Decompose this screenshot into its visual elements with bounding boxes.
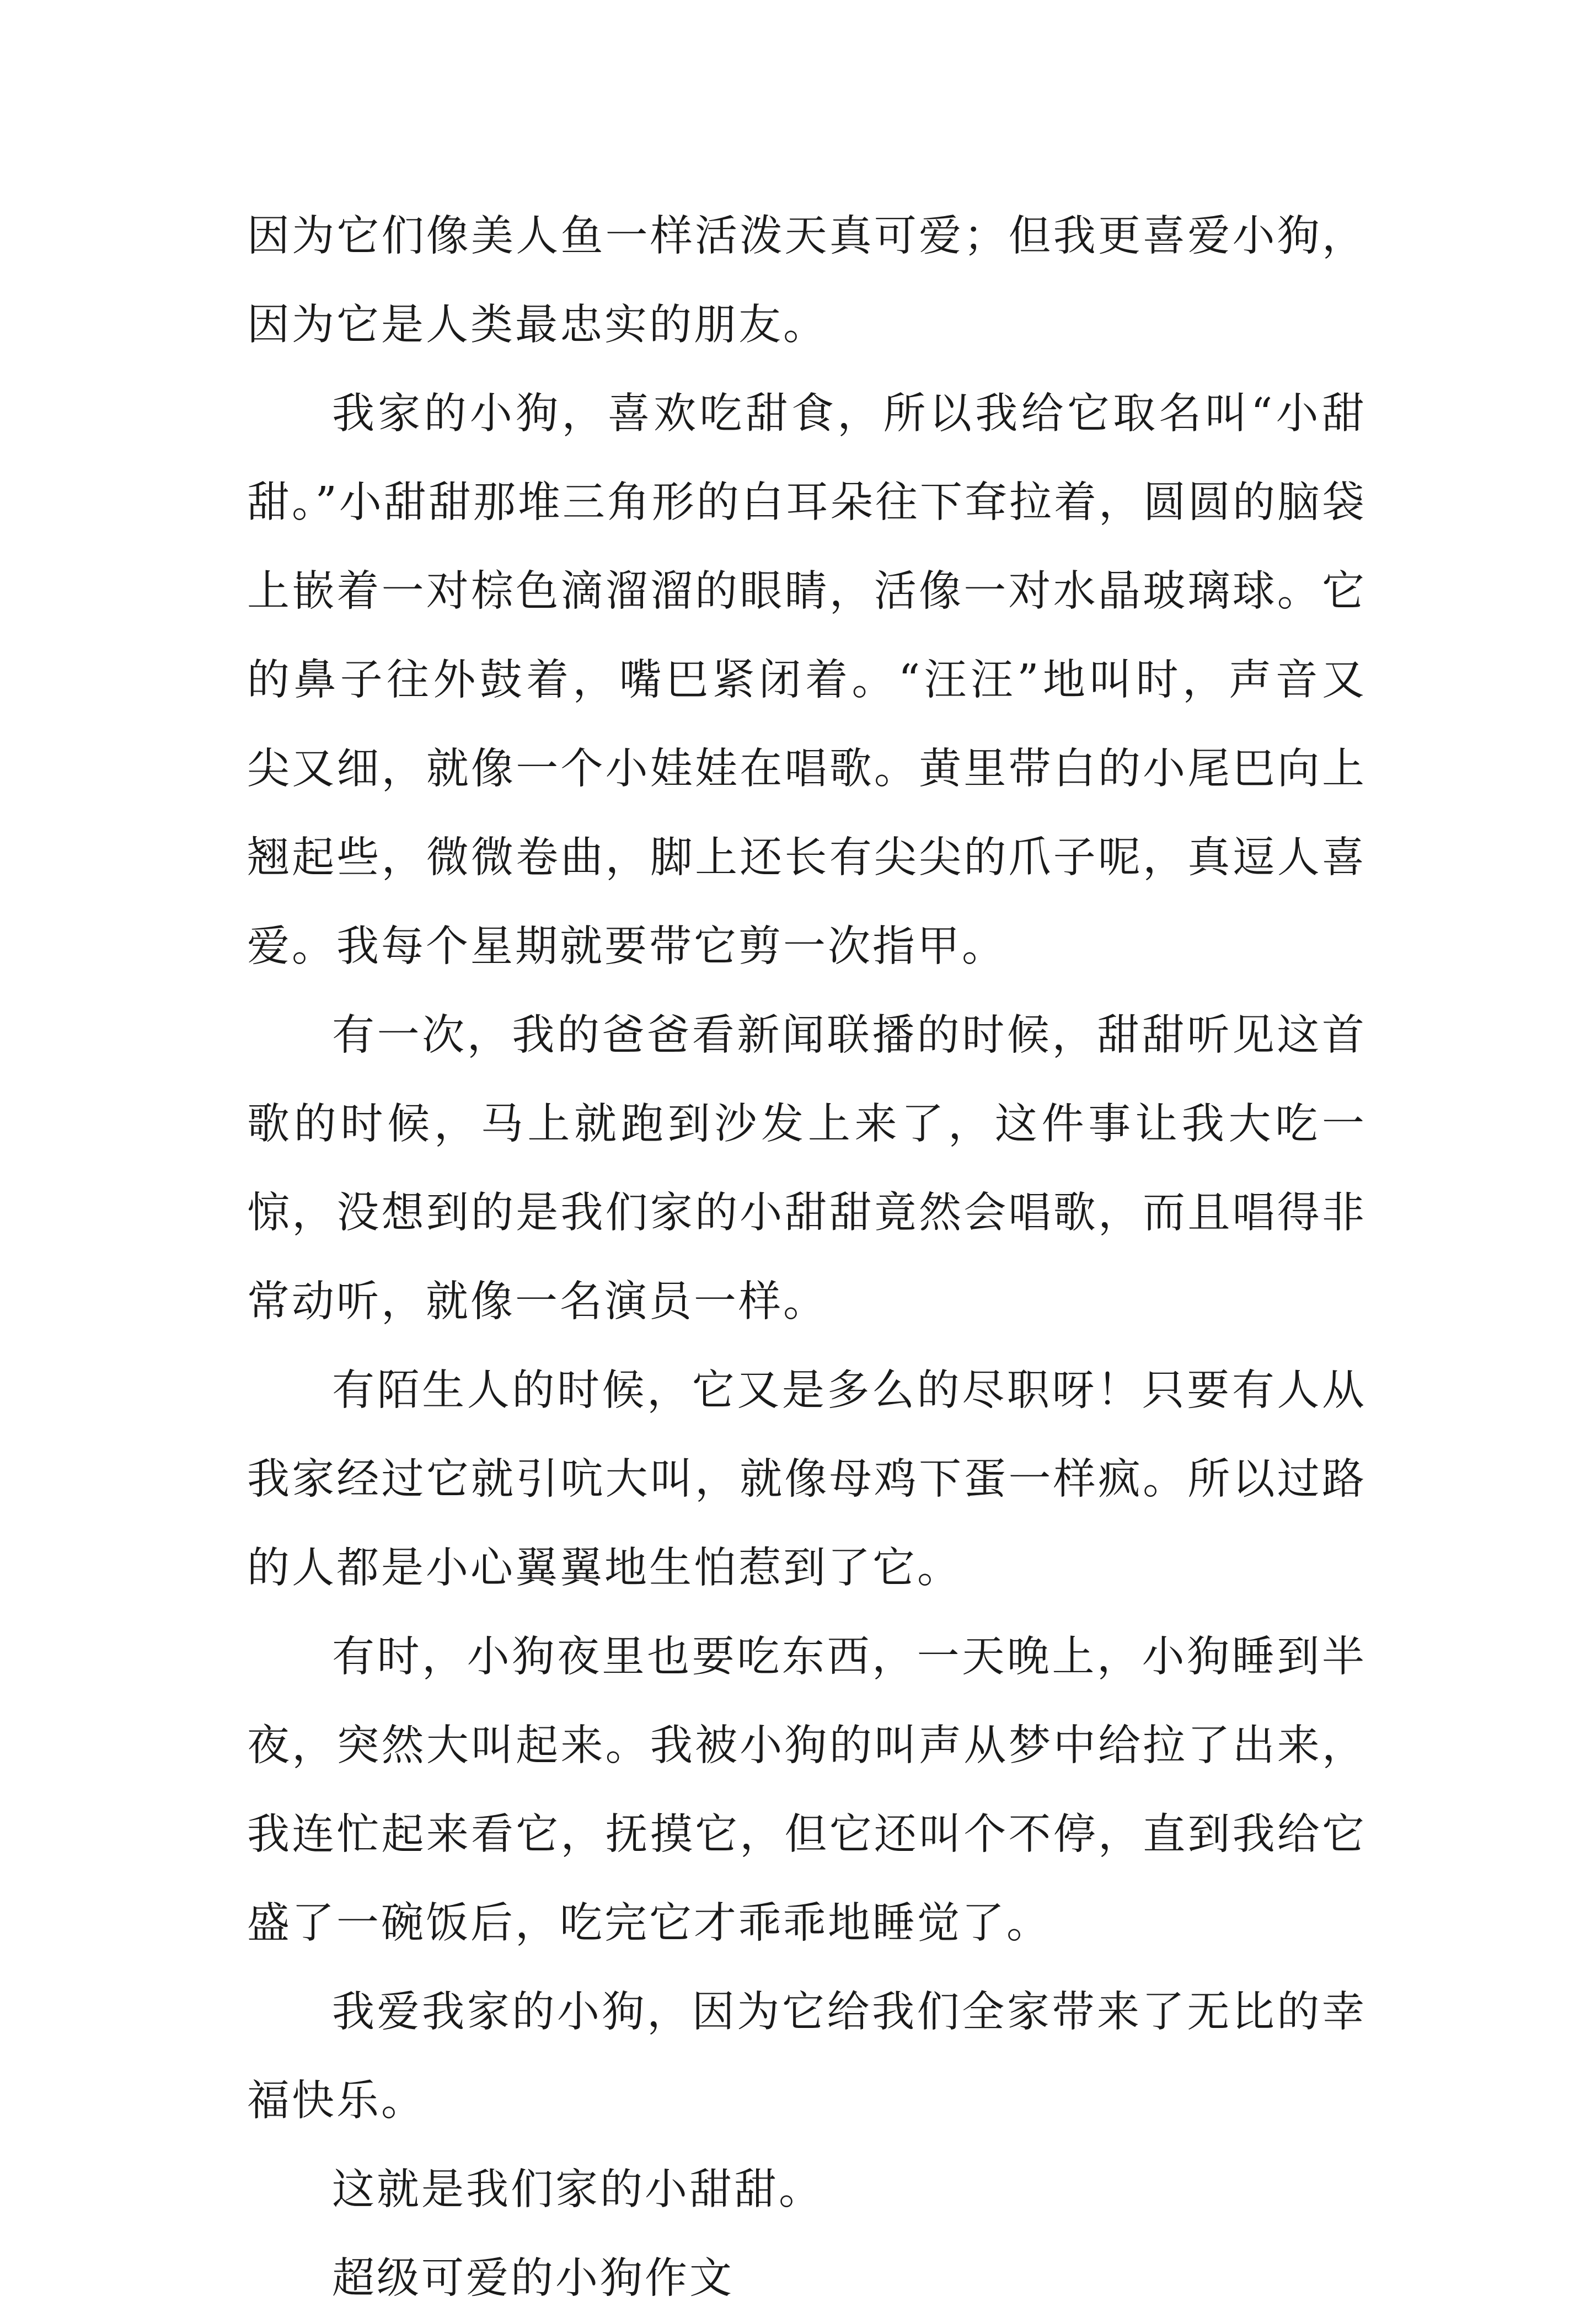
paragraph-6: 我爱我家的小狗，因为它给我们全家带来了无比的幸福快乐。 <box>247 1988 1367 2126</box>
paragraph-2: 我家的小狗，喜欢吃甜食，所以我给它取名叫“小甜甜。”小甜甜那堆三角形的白耳朵往下耷拉着，圆圆的脑袋上嵌着一对棕色滴溜溜的眼睛，活像一对水晶玻璃球。它的鼻子往外鼓着，嘴巴紧闭着。“汪汪”地叫时，声音又尖又细，就像一个小娃娃在唱歌。黄里带白的小尾巴向上翘起些，微微卷曲，脚上还长有尖尖的爪子呢，真逗人喜爱。我每个星期就要带它剪一次指甲。 <box>247 389 1367 971</box>
document-page <box>247 192 1367 2323</box>
paragraph-4: 有陌生人的时候，它又是多么的尽职呀！只要有人从我家经过它就引吭大叫，就像母鸡下蛋一样疯。所以过路的人都是小心翼翼地生怕惹到了它。 <box>247 1366 1367 1593</box>
section-heading: 超级可爱的小狗作文 <box>332 2254 734 2303</box>
paragraph-5: 有时，小狗夜里也要吃东西，一天晚上，小狗睡到半夜，突然大叫起来。我被小狗的叫声从梦中给拉了出来，我连忙起来看它，抚摸它，但它还叫个不停，直到我给它盛了一碗饭后，吃完它才乖乖地睡觉了。 <box>247 1632 1367 1948</box>
paragraph-3: 有一次，我的爸爸看新闻联播的时候，甜甜听见这首歌的时候，马上就跑到沙发上来了，这件事让我大吃一惊，没想到的是我们家的小甜甜竟然会唱歌，而且唱得非常动听，就像一名演员一样。 <box>247 1011 1367 1326</box>
paragraph-7: 这就是我们家的小甜甜。 <box>332 2165 823 2214</box>
paragraph-1: 因为它们像美人鱼一样活泼天真可爱；但我更喜爱小狗，因为它是人类最忠实的朋友。 <box>247 212 1367 350</box>
